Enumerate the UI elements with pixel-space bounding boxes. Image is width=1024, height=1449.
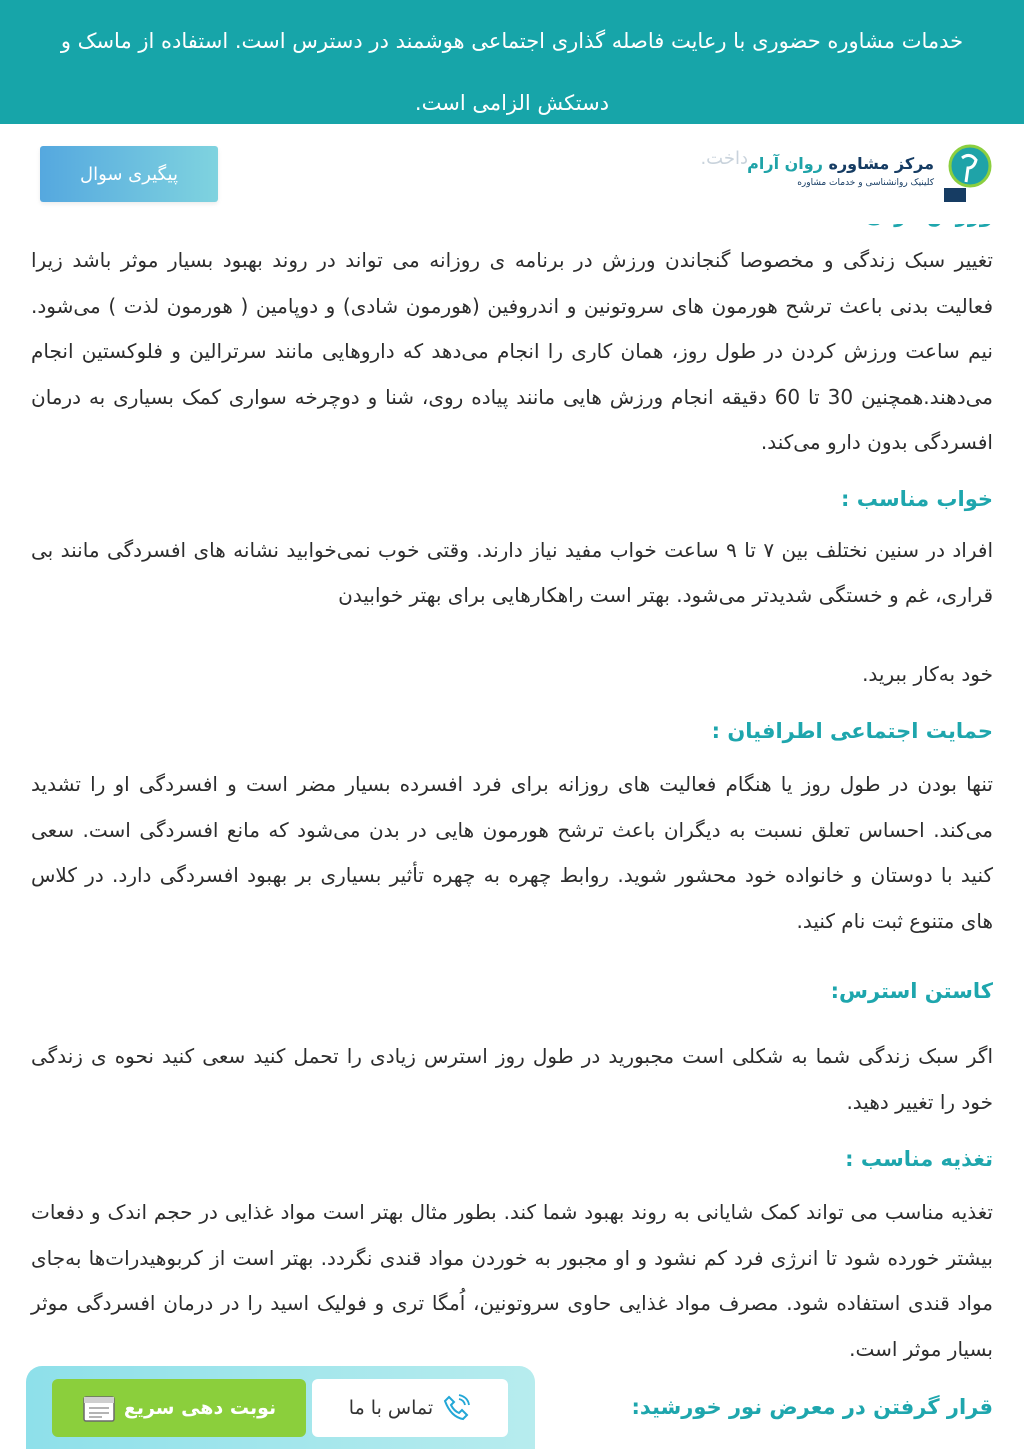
bottom-action-bar	[26, 1366, 535, 1449]
section-heading-nutrition: تغذیه مناسب :	[845, 1147, 993, 1171]
contact-us-label: تماس با ما	[348, 1397, 434, 1419]
section-heading-sunlight: قرار گرفتن در معرض نور خورشید:	[631, 1395, 993, 1419]
section-paragraph-social-support: تنها بودن در طول روز یا هنگام فعالیت های روزانه برای فرد افسرده بسیار مضر است و افسردگی او را تشدید می‌کند. احساس تعلق نسبت به دیگران باعث ترشح هورمون هایی در بدن می‌شود که مانع افسردگی است. سعی کنید با دوستان و خانواده خود محشور شوید. روابط چهره به چهره تأثیر بسیاری بر بهبود افسردگی دارد. در کلاس های متنوع ثبت نام کنید.	[31, 772, 993, 933]
quick-booking-button[interactable]	[52, 1379, 306, 1437]
phone-icon	[441, 1393, 471, 1423]
calendar-icon	[82, 1393, 116, 1423]
contact-us-button[interactable]	[312, 1379, 508, 1437]
faded-background-text: داخت.	[700, 148, 748, 169]
logo-title-accent: روان آرام	[747, 154, 823, 173]
site-header	[0, 124, 1024, 224]
quick-booking-label: نوبت دهی سریع	[123, 1397, 277, 1419]
section-paragraph-sleep: افراد در سنین نختلف بین ۷ تا ۹ ساعت خواب مفید نیاز دارند. وقتی خوب نمی‌خوابید نشانه های افسردگی مانند بی قراری، غم و خستگی شدیدتر می‌شود. بهتر است راهکارهایی برای بهتر خوابیدن	[31, 537, 994, 607]
logo-title	[747, 154, 934, 173]
notice-banner-text: خدمات مشاوره حضوری با رعایت فاصله گذاری اجتماعی هوشمند در دسترس است. استفاده از ماسک و دستکش الزامی است.	[60, 29, 964, 115]
follow-question-button[interactable]: پیگیری سوال	[40, 146, 218, 202]
site-logo[interactable]	[747, 144, 994, 204]
logo-subtitle: کلینیک روانشناسی و خدمات مشاوره	[797, 178, 934, 188]
logo-mark-icon	[940, 144, 994, 204]
section-paragraph-stress: اگر سبک زندگی شما به شکلی است مجبورید در طول روز استرس زیادی را تحمل کنید سعی کنید نحوه ی زندگی خود را تغییر دهید.	[31, 1044, 993, 1114]
article-content	[31, 196, 993, 1426]
section-heading-social-support: حمایت اجتماعی اطرافیان :	[711, 719, 993, 743]
section-heading-sleep: خواب مناسب :	[841, 486, 993, 511]
section-heading-stress: کاستن استرس:	[830, 979, 993, 1003]
section-paragraph-nutrition: تغذیه مناسب می تواند کمک شایانی به روند بهبود شما کند. بطور مثال بهتر است مواد غذایی در حجم اندک و دفعات بیشتر خورده شود تا انرژی فرد کم نشود و او مجبور به خوردن مواد قندی نگردد. بهتر است از کربوهیدرات‌ها به‌جای مواد قندی استفاده شود. مصرف مواد غذایی حاوی سروتونین، اُمگا تری و فولیک اسید را در درمان افسردگی موثر بسیار موثر است.	[31, 1200, 993, 1361]
section-paragraph-sleep-cont: خود به‌کار ببرید.	[862, 661, 993, 686]
notice-banner	[0, 0, 1024, 124]
logo-title-prefix: مرکز مشاوره	[828, 154, 934, 173]
section-paragraph-exercise: تغییر سبک زندگی و مخصوصا گنجاندن ورزش در برنامه ی روزانه می تواند در روند بهبود بسیار موثر باشد زیرا فعالیت بدنی باعث ترشح هورمون های سروتونین و اندروفین (هورمون شادی) و دوپامین ( هورمون لذت ) می‌شود. نیم ساعت ورزش کردن در طول روز، همان کاری را انجام می‌دهد که داروهایی مانند سرترالین و فلوکستین انجام می‌دهند.همچنین 30 تا 60 دقیقه انجام ورزش هایی مانند پیاده روی، شنا و دوچرخه سواری کمک بسیاری به درمان افسردگی بدون دارو می‌کند.	[31, 248, 993, 454]
